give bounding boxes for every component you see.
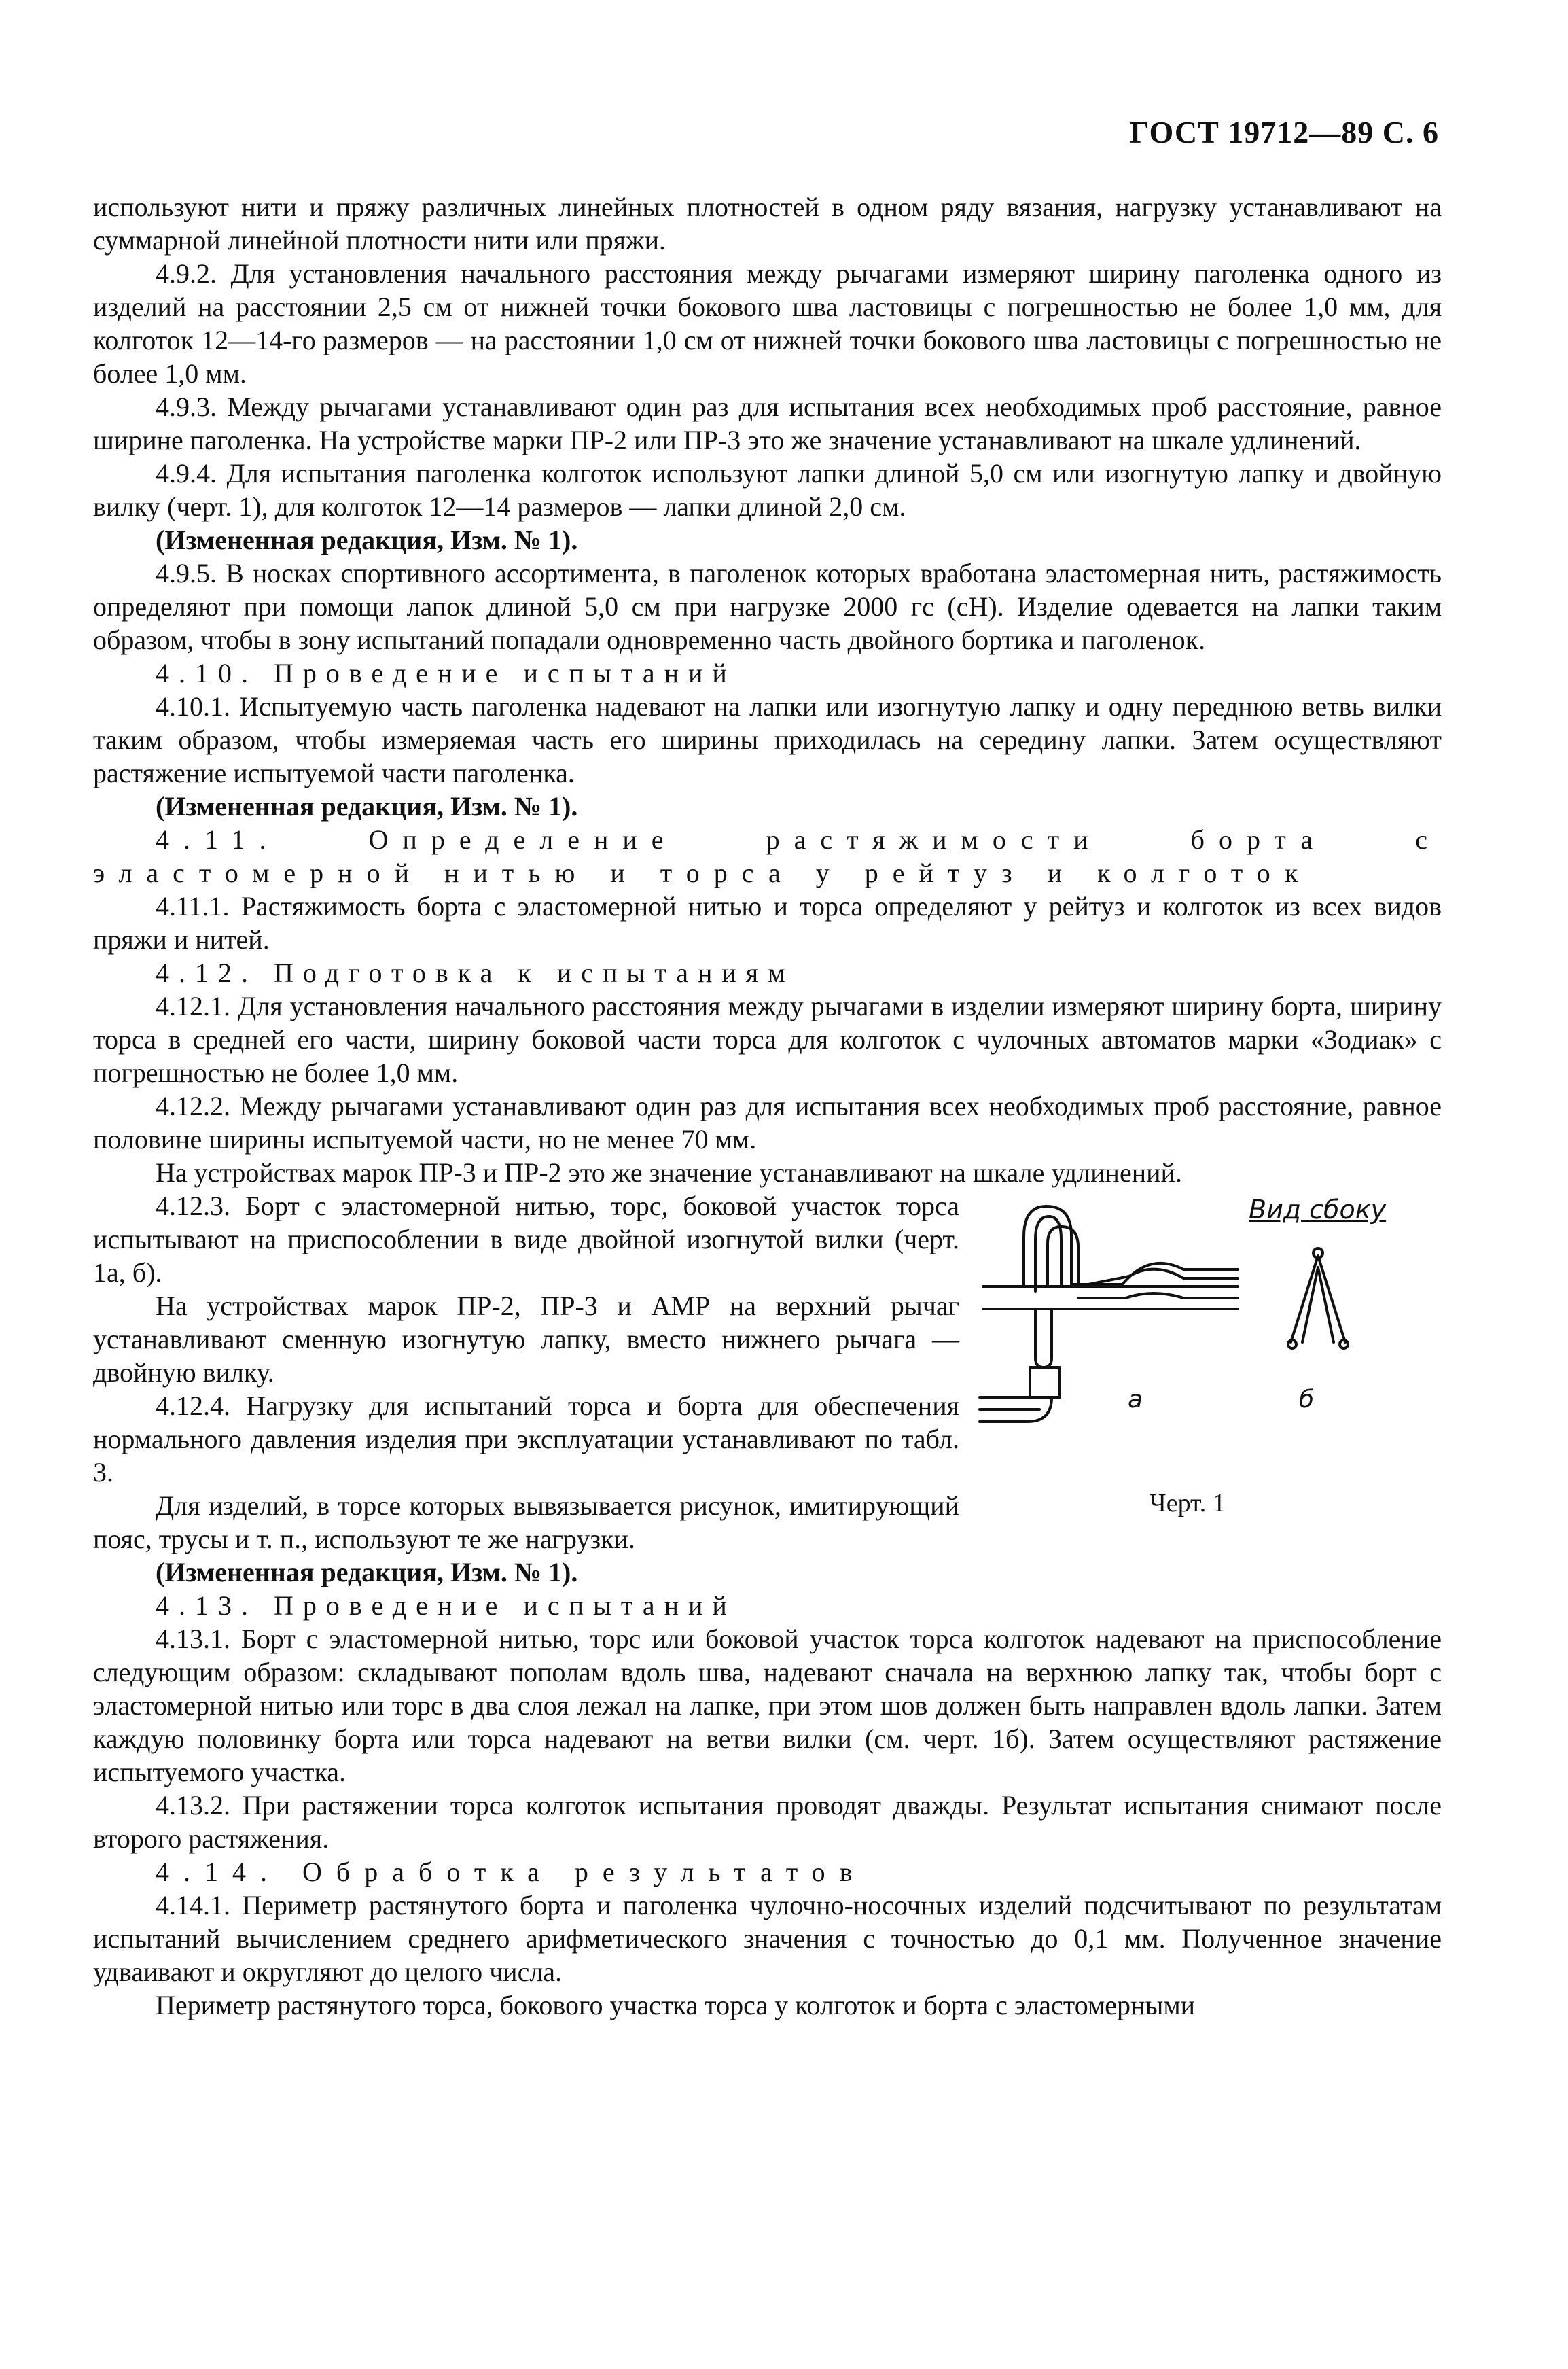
paragraph: На устройствах марок ПР-2, ПР-3 и АМР на верхний рычаг устанавливают сменную изогнутую лапку, вместо нижнего рычага — двойную вилку. [93,1291,959,1388]
figure-side-view-label: Вид сбоку [1249,1195,1387,1225]
figure-caption: Черт. 1 [1150,1489,1226,1517]
paragraph-4-11-1: 4.11.1. Растяжимость борта с эластомерной нитью и торса определяют у рейтуз и колготок из всех видов пряжи и нитей. [93,891,1442,955]
paragraph-4-14-1: 4.14.1. Периметр растянутого борта и паголенка чулочно-носочных изделий подсчитывают по результатам испытаний вычислением среднего арифметического значения с точностью до 0,1 мм. Полученное значение удваивают и округляют до целого числа. [93,1890,1442,1987]
figure-label-b: б [1299,1386,1315,1414]
fork-stem [1035,1309,1052,1367]
paragraph: Периметр растянутого торса, бокового участка торса у колготок и борта с эластомерными [156,1990,1196,2020]
paragraph-4-9-3: 4.9.3. Между рычагами устанавливают один раз для испытания всех необходимых проб расстояние, равное ширине паголенка. На устройстве марки ПР-2 или ПР-3 это же значение устанавливают на шкале удлинений. [93,391,1442,455]
section-heading-4-10: 4.10. Проведение испытаний [156,658,736,688]
fork-fixture-drawing [959,1189,1442,1529]
curved-lapka [1048,1227,1238,1286]
section-heading-4-13: 4.13. Проведение испытаний [156,1590,736,1621]
paragraph: Для изделий, в торсе которых вывязывается рисунок, имитирующий пояс, трусы и т. п., используют те же нагрузки. [93,1490,959,1554]
amendment-note: (Измененная редакция, Изм. № 1). [156,791,578,822]
page-header: ГОСТ 19712—89 С. 6 [1129,115,1439,150]
paragraph: На устройствах марок ПР-3 и ПР-2 это же значение устанавливают на шкале удлинений. [156,1157,1182,1188]
side-view-end [1340,1340,1348,1348]
paragraph-4-12-2: 4.12.2. Между рычагами устанавливают один раз для испытания всех необходимых проб расстояние, равное половине ширины испытуемой части, но не менее 70 мм. [93,1091,1442,1155]
section-heading-4-11: 4.11. Определение растяжимости борта с эластомерной нитью и торса у рейтуз и колготок [93,824,1442,888]
figure-1 [959,1189,1442,1529]
left-column [93,1189,959,1556]
paragraph-4-9-5: 4.9.5. В носках спортивного ассортимента, в паголенок которых вработана эластомерная нить, растяжимость определяют при помощи лапок длиной 5,0 см при нагрузке 2000 гс (сН). Изделие одевается на лапки таким образом, чтобы в зону испытаний попадали одновременно часть двойного бортика и паголенок. [93,558,1442,655]
paragraph-4-10-1: 4.10.1. Испытуемую часть паголенка надевают на лапки или изогнутую лапку и одну переднюю ветвь вилки таким образом, чтобы измеряемая часть его ширины приходилась на середину лапки. Затем осуществляют растяжение испытуемой части паголенка. [93,691,1442,788]
section-heading-4-12: 4.12. Подготовка к испытаниям [156,958,795,988]
document-body [93,190,1442,2022]
paragraph-4-9-4: 4.9.4. Для испытания паголенка колготок используют лапки длиной 5,0 см или изогнутую лапку и двойную вилку (черт. 1), для колготок 12—14 размеров — лапки длиной 2,0 см. [93,458,1442,522]
paragraph-4-12-1: 4.12.1. Для установления начального расстояния между рычагами в изделии измеряют ширину борта, ширину торса в средней его части, ширину боковой части торса для колготок с чулочных автоматов марки «Зодиак» с погрешностью не более 1,0 мм. [93,991,1442,1088]
paragraph-4-12-3: 4.12.3. Борт с эластомерной нитью, торс, боковой участок торса испытывают на приспособлении в виде двойной изогнутой вилки (черт. 1а, б). [93,1191,959,1288]
section-heading-4-14: 4.14. Обработка результатов [156,1857,867,1887]
fork-clamp [1030,1367,1060,1397]
side-view-fork [1302,1267,1334,1342]
text-with-figure [93,1189,1442,1556]
paragraph-4-13-2: 4.13.2. При растяжении торса колготок испытания проводят дважды. Результат испытания снимают после второго растяжения. [93,1790,1442,1854]
amendment-note: (Измененная редакция, Изм. № 1). [156,1557,578,1587]
side-view-end [1288,1340,1296,1348]
figure-label-a: а [1128,1386,1143,1414]
paragraph-4-12-4: 4.12.4. Нагрузку для испытаний торса и борта для обеспечения нормального давления изделия при эксплуатации устанавливают по табл. 3. [93,1390,959,1488]
amendment-note: (Измененная редакция, Изм. № 1). [156,525,578,555]
paragraph-4-9-2: 4.9.2. Для установления начального расстояния между рычагами измеряют ширину паголенка одного из изделий на расстоянии 2,5 см от нижней точки бокового шва ластовицы с погрешностью не более 1,0 мм, для колготок 12—14-го размеров — на расстоянии 1,0 см от нижней точки бокового шва ластовицы с погрешностью не более 1,0 мм. [93,258,1442,389]
paragraph-4-13-1: 4.13.1. Борт с эластомерной нитью, торс или боковой участок торса колготок надевают на приспособление следующим образом: складывают пополам вдоль шва, надевают сначала на верхнюю лапку так, чтобы борт с эластомерной нитью или торс в два слоя лежал на лапке, при этом шов должен быть направлен вдоль лапки. Затем каждую половинку борта или торса надевают на ветви вилки (см. черт. 1б). Затем осуществляют растяжение испытуемого участка. [93,1624,1442,1787]
curved-lapka [1078,1293,1238,1298]
paragraph: используют нити и пряжу различных линейных плотностей в одном ряду вязания, нагрузку устанавливают на суммарной линейной плотности нити или пряжи. [93,192,1442,256]
